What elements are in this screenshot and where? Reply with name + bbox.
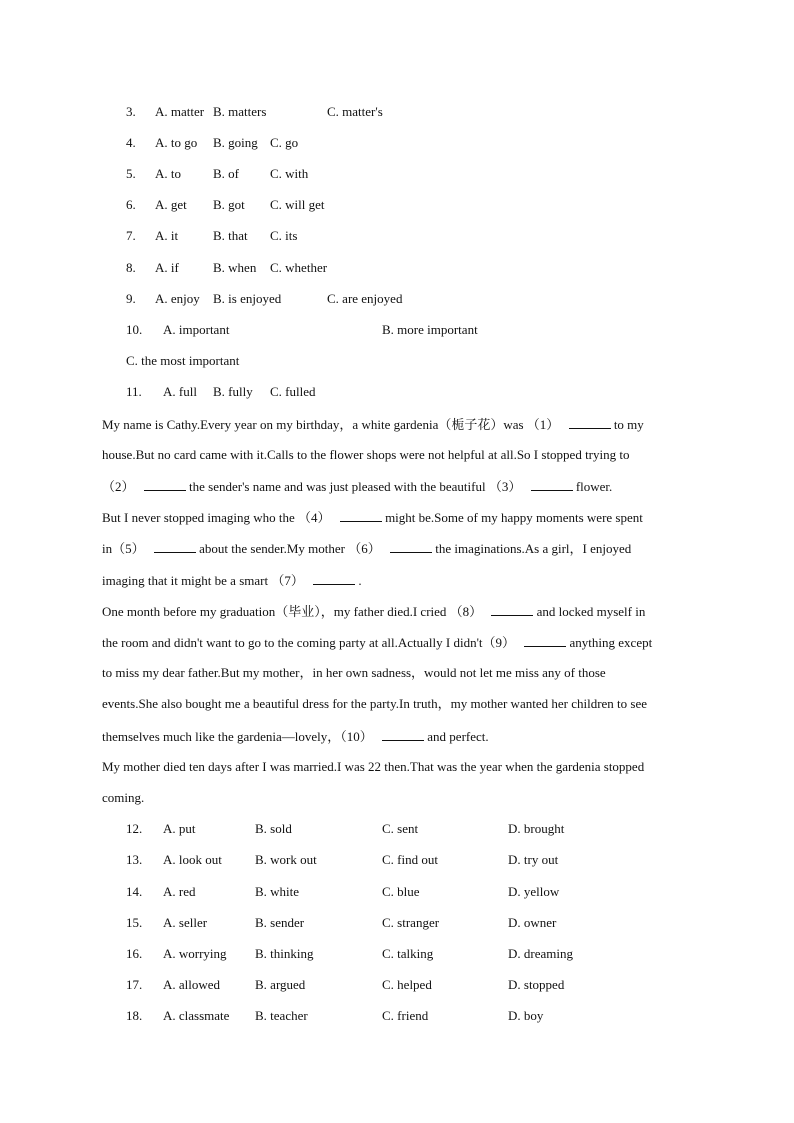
option-b: B. got bbox=[213, 197, 245, 212]
option-a: A. classmate bbox=[163, 1008, 230, 1023]
option-a: A. allowed bbox=[163, 977, 221, 992]
passage-line: house.But no card came with it.Calls to the flower shops were not helpful at all.So I stopped trying to bbox=[102, 447, 630, 462]
passage-line: coming. bbox=[102, 790, 145, 805]
question-number: 15. bbox=[126, 915, 143, 930]
answer-blank-3 bbox=[531, 478, 573, 491]
question-number: 5. bbox=[126, 166, 136, 181]
option-c: C. with bbox=[270, 166, 309, 181]
option-a: A. enjoy bbox=[155, 291, 200, 306]
option-c: C. go bbox=[270, 135, 299, 150]
question-number: 17. bbox=[126, 977, 143, 992]
option-d: D. stopped bbox=[508, 977, 565, 992]
answer-blank-6 bbox=[390, 540, 432, 553]
option-c: C. stranger bbox=[382, 915, 440, 930]
question-number: 18. bbox=[126, 1008, 143, 1023]
passage-line: （2） the sender's name and was just pleased with the beautiful （3） flower. bbox=[102, 479, 613, 494]
option-b: B. teacher bbox=[255, 1008, 308, 1023]
option-c: C. matter's bbox=[327, 104, 383, 119]
option-a: A. full bbox=[163, 384, 197, 399]
question-number: 9. bbox=[126, 291, 136, 306]
option-d: D. dreaming bbox=[508, 946, 573, 961]
option-a: A. look out bbox=[163, 852, 222, 867]
answer-blank-5 bbox=[154, 540, 196, 553]
answer-blank-1 bbox=[569, 416, 611, 429]
answer-blank-2 bbox=[144, 478, 186, 491]
option-b: B. argued bbox=[255, 977, 306, 992]
option-c: C. whether bbox=[270, 260, 328, 275]
answer-blank-10 bbox=[382, 728, 424, 741]
option-d: D. boy bbox=[508, 1008, 544, 1023]
option-a: A. to go bbox=[155, 135, 198, 150]
option-c: C. its bbox=[270, 228, 298, 243]
option-b: B. matters bbox=[213, 104, 267, 119]
option-a: A. seller bbox=[163, 915, 208, 930]
option-a: A. if bbox=[155, 260, 179, 275]
answer-blank-8 bbox=[491, 603, 533, 616]
option-a: A. to bbox=[155, 166, 181, 181]
option-b: B. of bbox=[213, 166, 239, 181]
option-c: C. sent bbox=[382, 821, 419, 836]
option-a: A. put bbox=[163, 821, 196, 836]
passage-line: My name is Cathy.Every year on my birthday，a white gardenia（栀子花）was （1） to my bbox=[102, 417, 644, 432]
option-d: D. try out bbox=[508, 852, 559, 867]
option-b: B. more important bbox=[382, 322, 478, 337]
question-number: 7. bbox=[126, 228, 136, 243]
passage-line: in（5） about the sender.My mother （6） the imaginations.As a girl，I enjoyed bbox=[102, 541, 632, 556]
question-number: 8. bbox=[126, 260, 136, 275]
answer-blank-9 bbox=[524, 634, 566, 647]
option-c: C. find out bbox=[382, 852, 438, 867]
question-number: 4. bbox=[126, 135, 136, 150]
option-a: A. get bbox=[155, 197, 187, 212]
option-c: C. the most important bbox=[126, 353, 240, 368]
passage-line: But I never stopped imaging who the （4） might be.Some of my happy moments were spent bbox=[102, 510, 643, 525]
option-a: A. red bbox=[163, 884, 196, 899]
answer-blank-7 bbox=[313, 572, 355, 585]
passage-line: themselves much like the gardenia—lovely，（10） and perfect. bbox=[102, 729, 489, 744]
option-c: C. friend bbox=[382, 1008, 429, 1023]
option-b: B. work out bbox=[255, 852, 317, 867]
option-b: B. when bbox=[213, 260, 257, 275]
question-number: 16. bbox=[126, 946, 143, 961]
option-b: B. sender bbox=[255, 915, 305, 930]
option-b: B. thinking bbox=[255, 946, 314, 961]
question-number: 3. bbox=[126, 104, 136, 119]
option-b: B. is enjoyed bbox=[213, 291, 282, 306]
option-c: C. will get bbox=[270, 197, 325, 212]
question-number: 10. bbox=[126, 322, 143, 337]
option-c: C. are enjoyed bbox=[327, 291, 403, 306]
answer-blank-4 bbox=[340, 509, 382, 522]
question-number: 6. bbox=[126, 197, 136, 212]
passage-line: My mother died ten days after I was married.I was 22 then.That was the year when the gardenia stopped bbox=[102, 759, 645, 774]
option-c: C. talking bbox=[382, 946, 434, 961]
question-number: 11. bbox=[126, 384, 142, 399]
option-a: A. worrying bbox=[163, 946, 227, 961]
option-d: D. owner bbox=[508, 915, 557, 930]
option-c: C. helped bbox=[382, 977, 432, 992]
passage-line: to miss my dear father.But my mother，in her own sadness，would not let me miss any of those bbox=[102, 665, 606, 680]
option-a: A. matter bbox=[155, 104, 205, 119]
option-b: B. going bbox=[213, 135, 258, 150]
option-c: C. blue bbox=[382, 884, 420, 899]
option-b: B. white bbox=[255, 884, 300, 899]
passage-line: the room and didn't want to go to the coming party at all.Actually I didn't（9） anything except bbox=[102, 635, 653, 650]
option-b: B. fully bbox=[213, 384, 253, 399]
option-d: D. yellow bbox=[508, 884, 560, 899]
question-number: 13. bbox=[126, 852, 143, 867]
option-a: A. important bbox=[163, 322, 230, 337]
option-b: B. that bbox=[213, 228, 248, 243]
question-number: 14. bbox=[126, 884, 143, 899]
option-d: D. brought bbox=[508, 821, 565, 836]
passage-line: imaging that it might be a smart （7） . bbox=[102, 573, 362, 588]
question-number: 12. bbox=[126, 821, 143, 836]
option-a: A. it bbox=[155, 228, 179, 243]
passage-line: One month before my graduation（毕业），my father died.I cried （8） and locked myself in bbox=[102, 604, 646, 619]
option-c: C. fulled bbox=[270, 384, 316, 399]
option-b: B. sold bbox=[255, 821, 292, 836]
passage-line: events.She also bought me a beautiful dress for the party.In truth，my mother wanted her children to see bbox=[102, 696, 648, 711]
